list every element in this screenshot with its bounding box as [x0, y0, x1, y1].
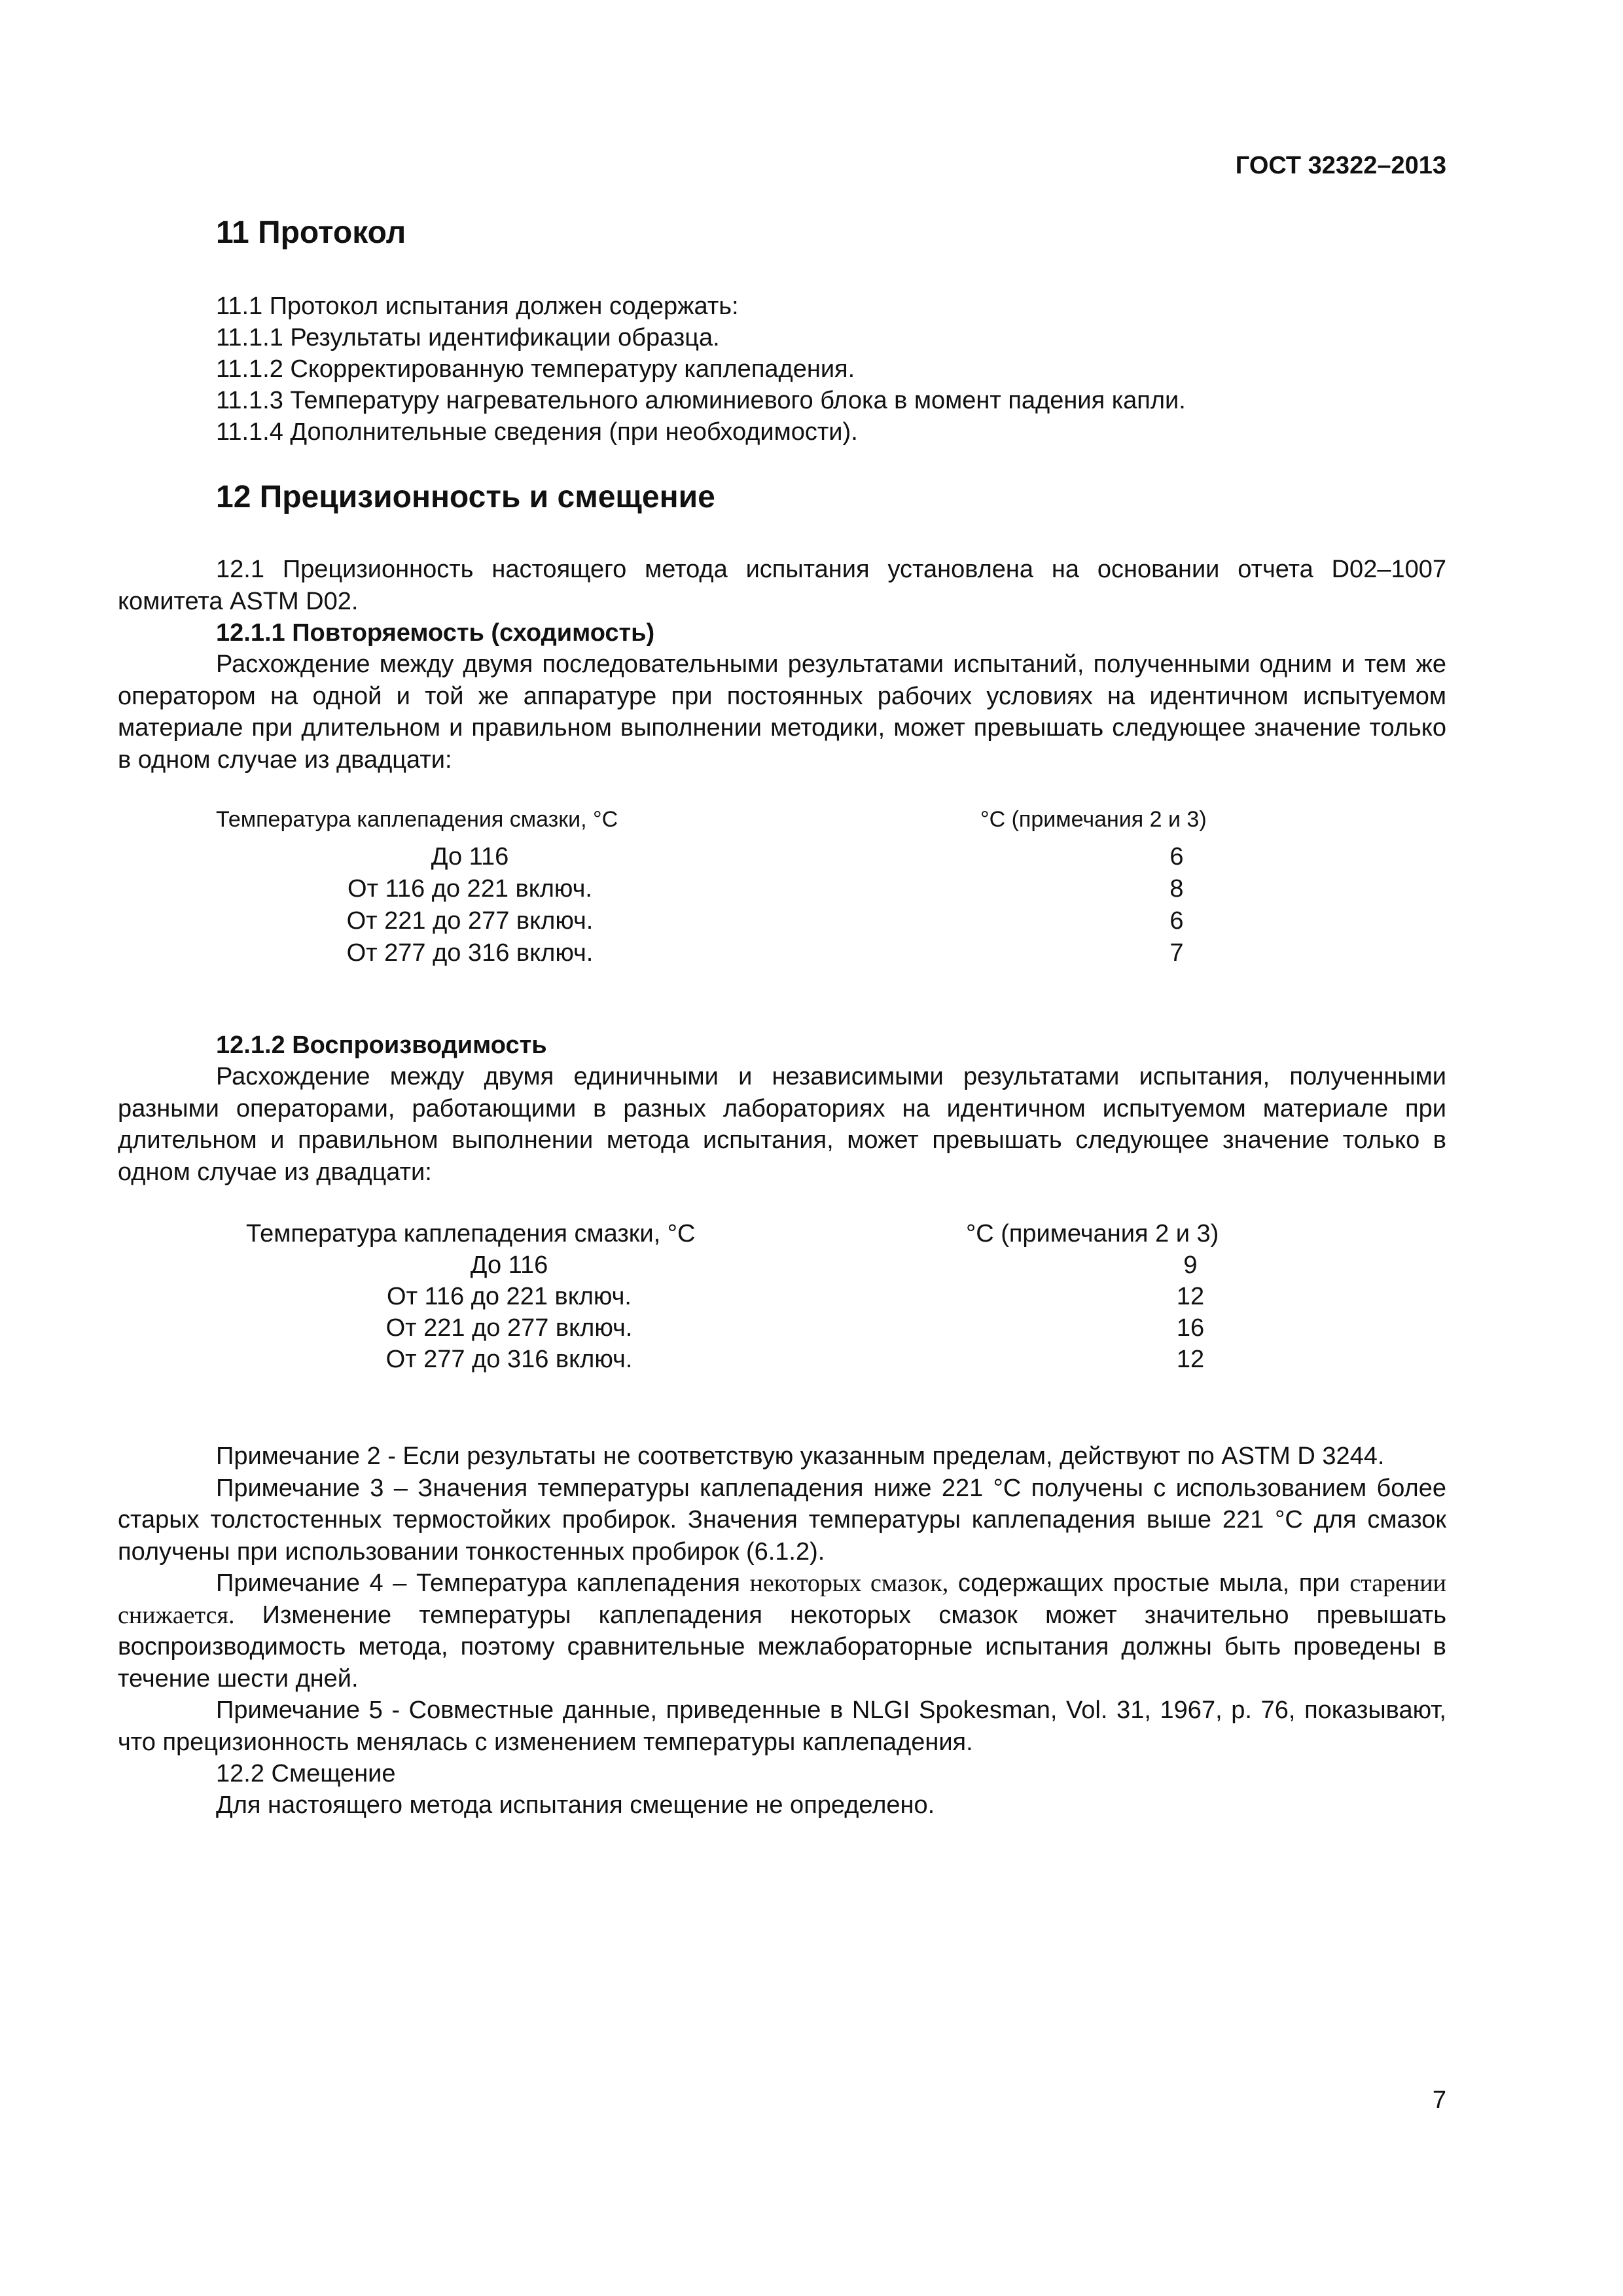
table-cell-value: 12 — [1176, 1346, 1205, 1373]
table-cell-value: 7 — [1169, 939, 1184, 967]
note-4-text: Изменение температуры каплепадения некоторых смазок может значительно превышать воспроизводимость метода, поэтому сравнительные межлабораторные испытания должны быть проведены в течение шести дней. — [118, 1601, 1446, 1693]
note-5: Примечание 5 - Совместные данные, приведенные в NLGI Spokesman, Vol. 31, 1967, p. 76, показывают, что прецизионность менялась с изменением температуры каплепадения. — [118, 1696, 1446, 1756]
list-item: 11.1.3 Температуру нагревательного алюминиевого блока в момент падения капли. — [216, 387, 1186, 414]
table-row — [118, 841, 1446, 873]
note-4-text: Примечание 4 – Температура каплепадения — [216, 1570, 750, 1597]
column-header-value: °С (примечания 2 и 3) — [980, 807, 1207, 832]
table-row — [118, 937, 1446, 969]
table-cell-value: 9 — [1183, 1251, 1198, 1279]
table-cell-value: 6 — [1169, 907, 1184, 935]
page-content — [118, 213, 1446, 1821]
column-header-value: °С (примечания 2 и 3) — [966, 1220, 1219, 1247]
bias-title: 12.2 Смещение — [216, 1760, 396, 1787]
table-row — [118, 905, 1446, 937]
table-cell-range: До 116 — [470, 1251, 548, 1279]
paragraph-12-1: 12.1 Прецизионность настоящего метода испытания установлена на основании отчета D02–1007 комитета ASTM D02. — [118, 556, 1446, 615]
list-item: 11.1.4 Дополнительные сведения (при необходимости). — [216, 418, 858, 446]
list-item: 11.1.1 Результаты идентификации образца. — [216, 324, 720, 351]
reproducibility-text: Расхождение между двумя единичными и независимыми результатами испытания, полученными разными операторами, работающими в разных лабораториях на идентичном испытуемом материале при длительном и правильном выполнении метода испытания, может превышать следующее значение только в одном случае из двадцати: — [118, 1063, 1446, 1186]
table-row — [118, 1281, 1446, 1312]
table-row — [118, 1344, 1446, 1375]
note-4-serif-text: некоторых смазок, — [749, 1570, 949, 1597]
repeatability-title: 12.1.1 Повторяемость (сходимость) — [216, 619, 655, 647]
table-cell-range: От 221 до 277 включ. — [346, 907, 594, 935]
table-row — [118, 1312, 1446, 1344]
table-cell-range: От 221 до 277 включ. — [385, 1314, 633, 1342]
table-cell-range: От 116 до 221 включ. — [387, 1283, 632, 1310]
column-header-temperature: Температура каплепадения смазки, °С — [216, 807, 618, 832]
standard-code: ГОСТ 32322–2013 — [1235, 152, 1446, 179]
table-cell-range: От 116 до 221 включ. — [348, 875, 592, 903]
table-cell-range: До 116 — [431, 843, 509, 870]
repeatability-table — [118, 804, 1446, 969]
table-cell-range: От 277 до 316 включ. — [385, 1346, 633, 1373]
table-cell-value: 8 — [1169, 875, 1184, 903]
note-4-serif-text: старении снижается. — [118, 1570, 1446, 1629]
spacer — [118, 969, 1446, 1030]
column-header-temperature: Температура каплепадения смазки, °С — [246, 1220, 696, 1247]
table-header — [118, 1218, 1446, 1249]
bias-text: Для настоящего метода испытания смещение не определено. — [216, 1791, 935, 1819]
table-row — [118, 873, 1446, 905]
reproducibility-table — [118, 1218, 1446, 1375]
list-item: 11.1.2 Скорректированную температуру каплепадения. — [216, 355, 855, 383]
section-11-items — [118, 291, 1446, 448]
table-cell-range: От 277 до 316 включ. — [346, 939, 594, 967]
list-item: 11.1 Протокол испытания должен содержать: — [216, 293, 739, 320]
reproducibility-title: 12.1.2 Воспроизводимость — [216, 1031, 547, 1059]
note-4 — [118, 1568, 1446, 1695]
note-2: Примечание 2 - Если результаты не соответствую указанным пределам, действуют по ASTM D 3244. — [216, 1443, 1385, 1470]
repeatability-text: Расхождение между двумя последовательными результатами испытаний, полученными одним и тем же оператором на одной и той же аппаратуре при постоянных рабочих условиях на идентичном испытуемом материале при длительном и правильном выполнении методики, может превышать следующее значение только в одном случае из двадцати: — [118, 651, 1446, 774]
table-cell-value: 16 — [1176, 1314, 1205, 1342]
table-cell-value: 6 — [1169, 843, 1184, 870]
page-number: 7 — [1432, 2087, 1446, 2114]
note-3: Примечание 3 – Значения температуры каплепадения ниже 221 °С получены с использованием более старых толстостенных термостойких пробирок. Значения температуры каплепадения выше 221 °С для смазок получены при использовании тонкостенных пробирок (6.1.2). — [118, 1474, 1446, 1566]
table-cell-value: 12 — [1176, 1283, 1205, 1310]
note-4-text: содержащих простые мыла, при — [948, 1570, 1350, 1597]
table-header — [118, 804, 1446, 834]
section-11-title: 11 Протокол — [216, 215, 406, 250]
spacer — [118, 1375, 1446, 1441]
section-12-title: 12 Прецизионность и смещение — [216, 480, 715, 514]
table-row — [118, 1249, 1446, 1281]
